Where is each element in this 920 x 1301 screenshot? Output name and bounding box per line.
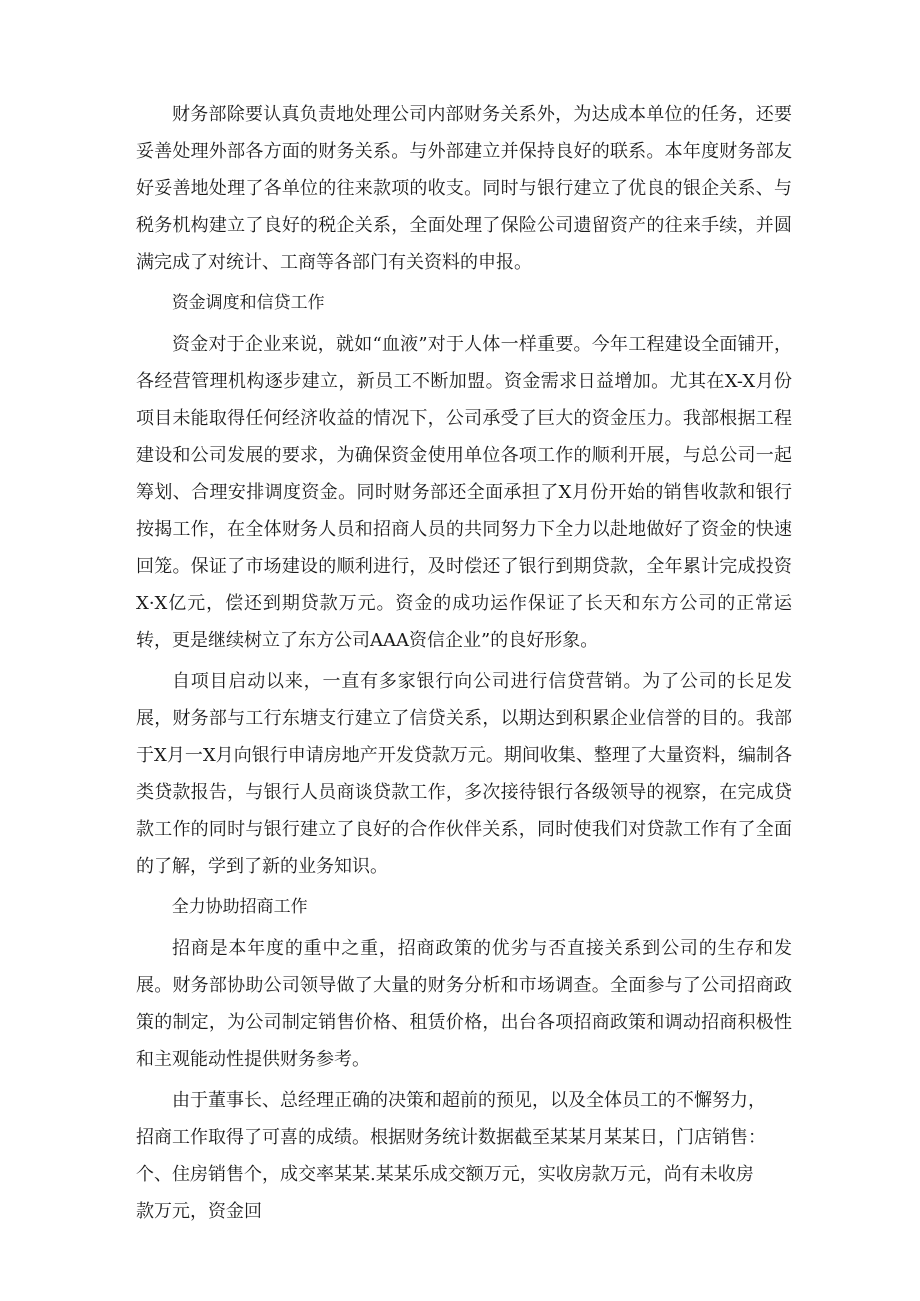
paragraph-funds-scheduling: 资金对于企业来说，就如“血液”对于人体一样重要。今年工程建设全面铺开，各经营管理机构逐步建立，新员工不断加盟。资金需求日益增加。尤其在X-X月份项目未能取得任何经济收益的情况下，公司承受了巨大的资金压力。我部根据工程建设和公司发展的要求，为确保资金使用单位各项工作的顺利开展，与总公司一起筹划、合理安排调度资金。同时财务部还全面承担了X月份开始的销售收款和银行按揭工作，在全体财务人员和招商人员的共同努力下全力以赴地做好了资金的快速回笼。保证了市场建设的顺利进行，及时偿还了银行到期贷款，全年累计完成投资X·X亿元，偿还到期贷款万元。资金的成功运作保证了长天和东方公司的正常运转，更是继续树立了东方公司AAA资信企业”的良好形象。: [136, 334, 792, 651]
paragraph-sales-results: 由于董事长、总经理正确的决策和超前的预见，以及全体员工的不懈努力，招商工作取得了可喜的成绩。根据财务统计数据截至某某月某某日，门店销售：个、住房销售个，成交率某某.某某乐成交额万元，实收房款万元，尚有未收房款万元，资金回: [136, 1090, 766, 1222]
paragraph-credit-marketing: 自项目启动以来，一直有多家银行向公司进行信贷营销。为了公司的长足发展，财务部与工行东塘支行建立了信贷关系，以期达到积累企业信誉的目的。我部于X月一X月向银行申请房地产开发贷款万元。期间收集、整理了大量资料，编制各类贷款报告，与银行人员商谈贷款工作，多次接待银行各级领导的视察，在完成贷款工作的同时与银行建立了良好的合作伙伴关系，同时使我们对贷款工作有了全面的了解，学到了新的业务知识。: [136, 671, 792, 877]
paragraph-external-relations: 财务部除要认真负责地处理公司内部财务关系外，为达成本单位的任务，还要妥善处理外部各方面的财务关系。与外部建立并保持良好的联系。本年度财务部友好妥善地处理了各单位的往来款项的收支。同时与银行建立了优良的银企关系、与税务机构建立了良好的税企关系，全面处理了保险公司遗留资产的往来手续，并圆满完成了对统计、工商等各部门有关资料的申报。: [136, 104, 792, 273]
section-heading-investment-promotion: 全力协助招商工作: [171, 897, 308, 917]
paragraph-investment-policy: 招商是本年度的重中之重，招商政策的优劣与否直接关系到公司的生存和发展。财务部协助公司领导做了大量的财务分析和市场调查。全面参与了公司招商政策的制定，为公司制定销售价格、租赁价格，出台各项招商政策和调动招商积极性和主观能动性提供财务参考。: [136, 938, 792, 1070]
section-heading-funds-credit: 资金调度和信贷工作: [171, 293, 325, 313]
document-body: [136, 96, 792, 1234]
